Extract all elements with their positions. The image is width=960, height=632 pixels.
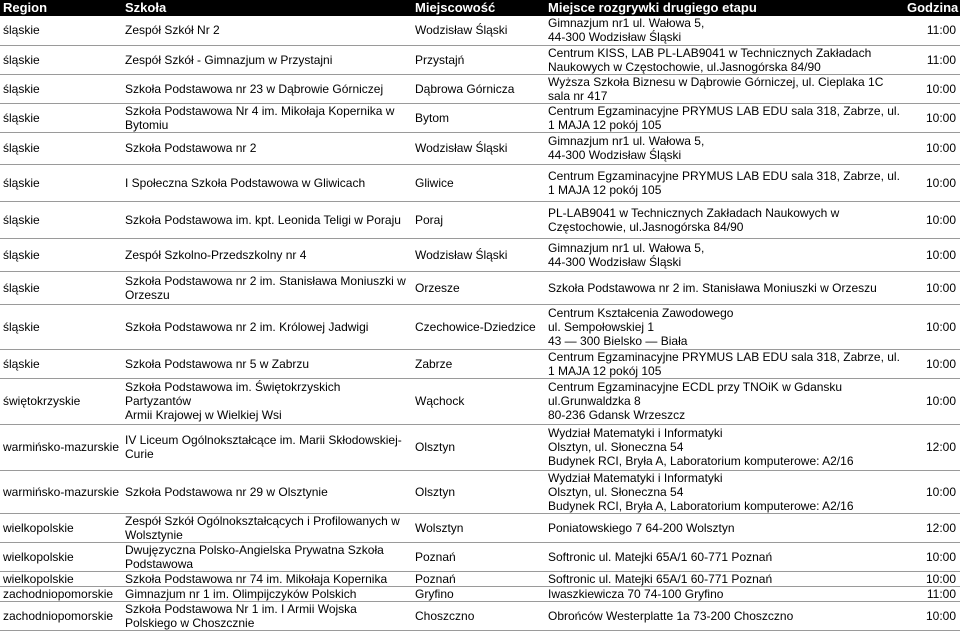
cell-region: śląskie [0, 304, 122, 349]
header-region: Region [0, 0, 122, 16]
table-body [0, 16, 960, 630]
cell-region: zachodniopomorskie [0, 601, 122, 630]
cell-school: Zespół Szkolno-Przedszkolny nr 4 [122, 238, 412, 271]
cell-city: Wąchock [412, 378, 545, 424]
cell-region: zachodniopomorskie [0, 586, 122, 601]
cell-venue: Wyższa Szkoła Biznesu w Dąbrowie Górniczej, ul. Cieplaka 1C sala nr 417 [545, 74, 904, 103]
cell-venue: Gimnazjum nr1 ul. Wałowa 5, 44-300 Wodzisław Śląski [545, 238, 904, 271]
cell-time: 10:00 [904, 349, 960, 378]
table-row [0, 271, 960, 304]
header-school: Szkoła [122, 0, 412, 16]
table-row [0, 349, 960, 378]
table-row [0, 470, 960, 513]
cell-region: śląskie [0, 349, 122, 378]
cell-time: 11:00 [904, 16, 960, 45]
cell-time: 10:00 [904, 74, 960, 103]
cell-time: 10:00 [904, 571, 960, 586]
cell-city: Czechowice-Dziedzice [412, 304, 545, 349]
cell-time: 12:00 [904, 513, 960, 542]
cell-time: 10:00 [904, 304, 960, 349]
cell-venue: Gimnazjum nr1 ul. Wałowa 5, 44-300 Wodzisław Śląski [545, 132, 904, 164]
cell-venue: Iwaszkiewicza 70 74-100 Gryfino [545, 586, 904, 601]
table-row [0, 132, 960, 164]
cell-region: wielkopolskie [0, 513, 122, 542]
table-row [0, 74, 960, 103]
cell-school: Szkoła Podstawowa nr 2 im. Królowej Jadwigi [122, 304, 412, 349]
cell-venue: Wydział Matematyki i Informatyki Olsztyn, ul. Słoneczna 54 Budynek RCI, Bryła A, Laboratorium komputerowe: A2/16 [545, 470, 904, 513]
cell-time: 11:00 [904, 586, 960, 601]
table-row [0, 542, 960, 571]
cell-school: Dwujęzyczna Polsko-Angielska Prywatna Szkoła Podstawowa [122, 542, 412, 571]
table-row [0, 601, 960, 630]
cell-city: Gliwice [412, 164, 545, 201]
cell-city: Zabrze [412, 349, 545, 378]
cell-time: 10:00 [904, 238, 960, 271]
cell-region: świętokrzyskie [0, 378, 122, 424]
cell-city: Gryfino [412, 586, 545, 601]
cell-school: Zespół Szkół - Gimnazjum w Przystajni [122, 45, 412, 74]
cell-city: Poraj [412, 201, 545, 238]
cell-school: Szkoła Podstawowa nr 5 w Zabrzu [122, 349, 412, 378]
cell-school: Zespół Szkół Nr 2 [122, 16, 412, 45]
cell-city: Wodzisław Śląski [412, 16, 545, 45]
cell-city: Olsztyn [412, 424, 545, 470]
cell-region: śląskie [0, 16, 122, 45]
cell-region: śląskie [0, 238, 122, 271]
cell-region: warmińsko-mazurskie [0, 470, 122, 513]
header-time: Godzina [904, 0, 960, 16]
cell-time: 10:00 [904, 271, 960, 304]
cell-school: Szkoła Podstawowa nr 74 im. Mikołaja Kopernika [122, 571, 412, 586]
table-row [0, 378, 960, 424]
cell-city: Olsztyn [412, 470, 545, 513]
cell-venue: Poniatowskiego 7 64-200 Wolsztyn [545, 513, 904, 542]
cell-region: śląskie [0, 201, 122, 238]
cell-region: śląskie [0, 164, 122, 201]
cell-venue: Szkoła Podstawowa nr 2 im. Stanisława Moniuszki w Orzeszu [545, 271, 904, 304]
cell-school: Zespół Szkół Ogólnokształcących i Profilowanych w Wolsztynie [122, 513, 412, 542]
table-row [0, 586, 960, 601]
cell-time: 10:00 [904, 103, 960, 132]
cell-school: Szkoła Podstawowa Nr 4 im. Mikołaja Kopernika w Bytomiu [122, 103, 412, 132]
cell-venue: Centrum Egzaminacyjne PRYMUS LAB EDU sala 318, Zabrze, ul. 1 MAJA 12 pokój 105 [545, 349, 904, 378]
cell-school: Szkoła Podstawowa nr 23 w Dąbrowie Górniczej [122, 74, 412, 103]
table-row [0, 103, 960, 132]
table-row [0, 164, 960, 201]
cell-city: Choszczno [412, 601, 545, 630]
header-city: Miejscowość [412, 0, 545, 16]
cell-city: Wodzisław Śląski [412, 132, 545, 164]
cell-time: 12:00 [904, 424, 960, 470]
cell-region: warmińsko-mazurskie [0, 424, 122, 470]
cell-school: I Społeczna Szkoła Podstawowa w Gliwicach [122, 164, 412, 201]
table-row [0, 513, 960, 542]
cell-venue: Centrum Egzaminacyjne ECDL przy TNOiK w Gdansku ul.Grunwaldzka 8 80-236 Gdansk Wrzeszcz [545, 378, 904, 424]
cell-region: śląskie [0, 271, 122, 304]
cell-region: śląskie [0, 132, 122, 164]
cell-school: Szkoła Podstawowa Nr 1 im. I Armii Wojska Polskiego w Choszcznie [122, 601, 412, 630]
cell-venue: Softronic ul. Matejki 65A/1 60-771 Poznań [545, 571, 904, 586]
cell-region: wielkopolskie [0, 571, 122, 586]
cell-time: 10:00 [904, 132, 960, 164]
table-row [0, 571, 960, 586]
cell-school: Szkoła Podstawowa im. kpt. Leonida Teligi w Poraju [122, 201, 412, 238]
table-row [0, 201, 960, 238]
cell-school: Szkoła Podstawowa nr 29 w Olsztynie [122, 470, 412, 513]
cell-time: 10:00 [904, 164, 960, 201]
cell-venue: Obrońców Westerplatte 1a 73-200 Choszczno [545, 601, 904, 630]
table-row [0, 304, 960, 349]
cell-venue: Softronic ul. Matejki 65A/1 60-771 Poznań [545, 542, 904, 571]
table-header [0, 0, 960, 16]
cell-time: 10:00 [904, 542, 960, 571]
cell-time: 10:00 [904, 378, 960, 424]
cell-region: śląskie [0, 103, 122, 132]
cell-city: Przystajń [412, 45, 545, 74]
cell-city: Dąbrowa Górnicza [412, 74, 545, 103]
cell-school: IV Liceum Ogólnokształcące im. Marii Skłodowskiej- Curie [122, 424, 412, 470]
cell-city: Poznań [412, 571, 545, 586]
cell-school: Szkoła Podstawowa nr 2 im. Stanisława Moniuszki w Orzeszu [122, 271, 412, 304]
header-venue: Miejsce rozgrywki drugiego etapu [545, 0, 904, 16]
cell-city: Poznań [412, 542, 545, 571]
cell-city: Wolsztyn [412, 513, 545, 542]
table-row [0, 16, 960, 45]
cell-school: Gimnazjum nr 1 im. Olimpijczyków Polskich [122, 586, 412, 601]
cell-venue: Wydział Matematyki i Informatyki Olsztyn, ul. Słoneczna 54 Budynek RCI, Bryła A, Laboratorium komputerowe: A2/16 [545, 424, 904, 470]
cell-time: 11:00 [904, 45, 960, 74]
cell-time: 10:00 [904, 201, 960, 238]
cell-venue: Centrum KISS, LAB PL-LAB9041 w Technicznych Zakładach Naukowych w Częstochowie, ul.Jasnogórska 84/90 [545, 45, 904, 74]
cell-venue: Centrum Kształcenia Zawodowego ul. Sempołowskiej 1 43 — 300 Bielsko — Biała [545, 304, 904, 349]
cell-time: 10:00 [904, 601, 960, 630]
table-row [0, 424, 960, 470]
cell-region: wielkopolskie [0, 542, 122, 571]
cell-region: śląskie [0, 74, 122, 103]
cell-city: Bytom [412, 103, 545, 132]
cell-venue: Gimnazjum nr1 ul. Wałowa 5, 44-300 Wodzisław Śląski [545, 16, 904, 45]
cell-venue: PL-LAB9041 w Technicznych Zakładach Naukowych w Częstochowie, ul.Jasnogórska 84/90 [545, 201, 904, 238]
cell-school: Szkoła Podstawowa nr 2 [122, 132, 412, 164]
table-row [0, 238, 960, 271]
cell-venue: Centrum Egzaminacyjne PRYMUS LAB EDU sala 318, Zabrze, ul. 1 MAJA 12 pokój 105 [545, 164, 904, 201]
cell-venue: Centrum Egzaminacyjne PRYMUS LAB EDU sala 318, Zabrze, ul. 1 MAJA 12 pokój 105 [545, 103, 904, 132]
table-row [0, 45, 960, 74]
cell-city: Wodzisław Śląski [412, 238, 545, 271]
cell-city: Orzesze [412, 271, 545, 304]
cell-school: Szkoła Podstawowa im. Świętokrzyskich Partyzantów Armii Krajowej w Wielkiej Wsi [122, 378, 412, 424]
cell-time: 10:00 [904, 470, 960, 513]
cell-region: śląskie [0, 45, 122, 74]
